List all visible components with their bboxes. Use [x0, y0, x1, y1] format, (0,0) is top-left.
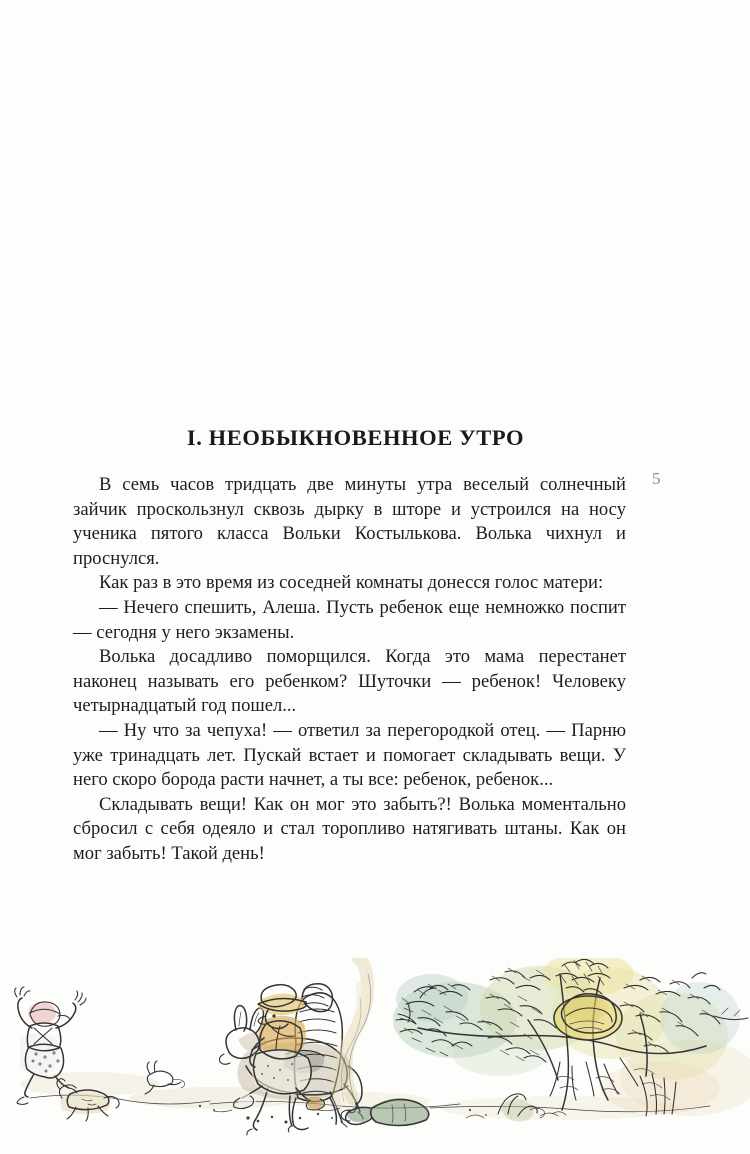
page-number: 5: [652, 469, 661, 488]
body-paragraph: Волька досадливо поморщился. Когда это мама перестанет наконец называть его ребенком? Шуточки — ребенок! Человеку четырнадцатый год пошел...: [73, 646, 626, 717]
body-paragraph: — Ну что за чепуха! — ответил за перегородкой отец. — Парню уже тринадцать лет. Пускай встает и помогает складывать вещи. У него скоро борода расти начнет, а ты все: ребенок, ребенок...: [73, 719, 626, 791]
shrub-with-straw-hat: [393, 958, 748, 1116]
body-paragraph: — Нечего спешить, Алеша. Пусть ребенок еще немножко поспит — сегодня у него экзамены.: [73, 596, 626, 643]
body-paragraph: В семь часов тридцать две минуты утра веселый солнечный зайчик проскользнул сквозь дырку в шторе и устроился на носу ученика пятого класса Вольки Костылькова. Волька чихнул и проснулся.: [73, 474, 626, 569]
text-block: [73, 425, 626, 867]
chapter-illustration: [0, 958, 750, 1154]
body-paragraph: Складывать вещи! Как он мог это забыть?! Волька моментально сбросил с себя одеяло и стал торопливо натягивать штаны. Как он мог забыть! Такой день!: [73, 793, 626, 864]
chapter-title: I. НЕОБЫКНОВЕННОЕ УТРО: [186, 425, 525, 450]
body-paragraph: Как раз в это время из соседней комнаты донесся голос матери:: [99, 572, 604, 594]
